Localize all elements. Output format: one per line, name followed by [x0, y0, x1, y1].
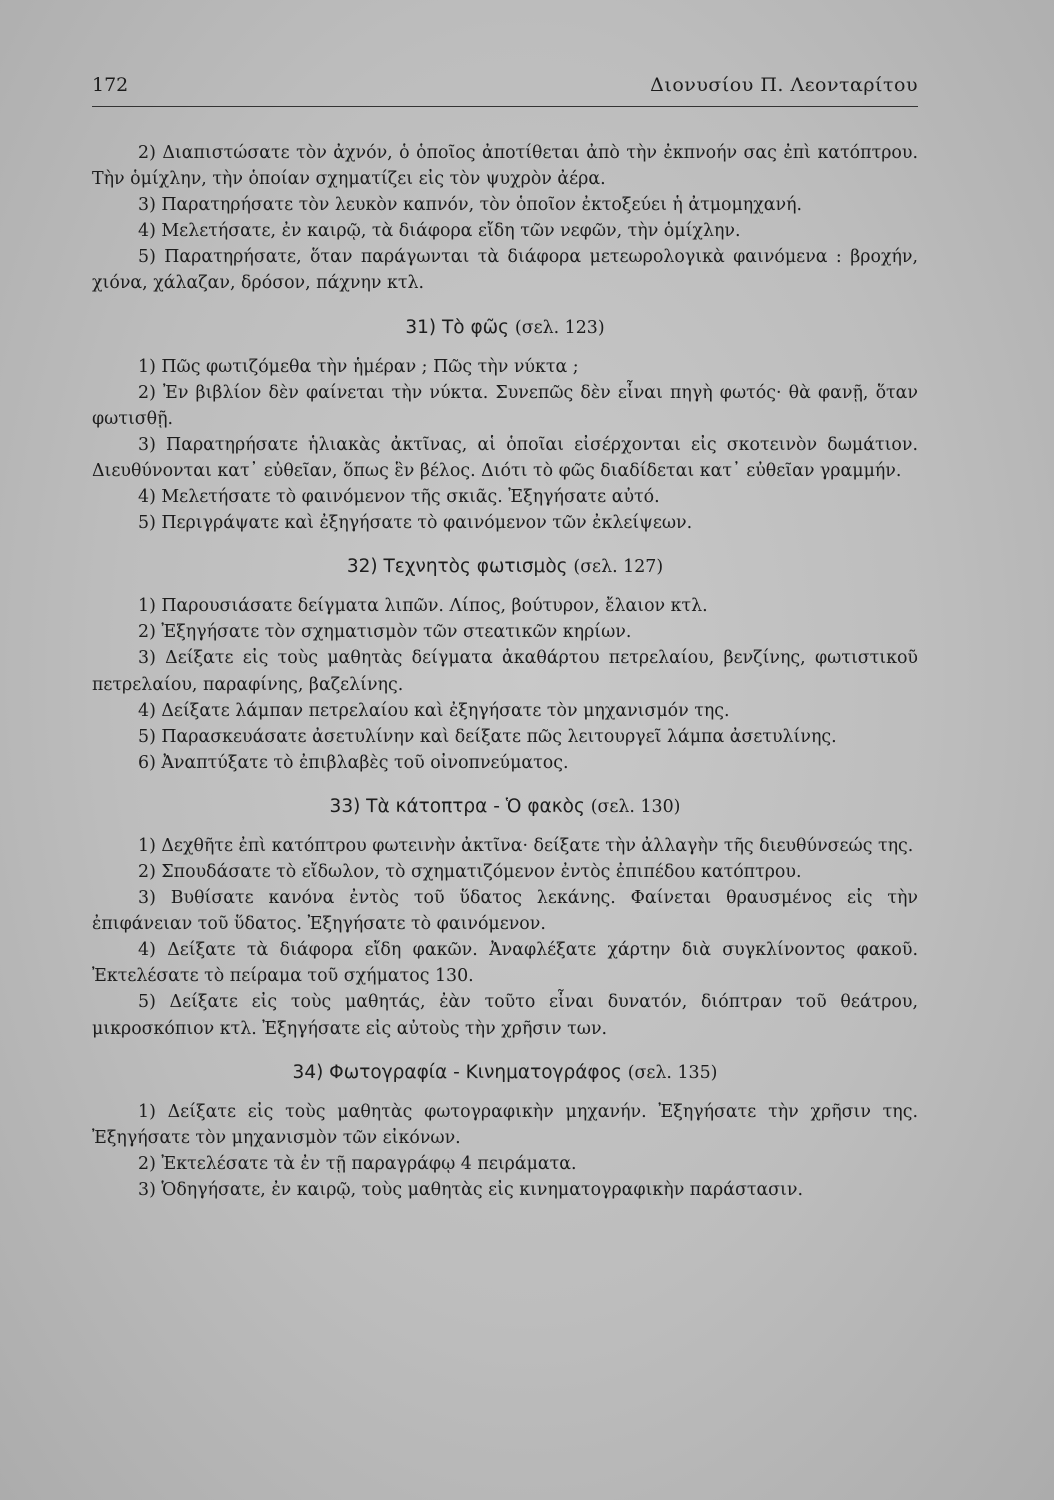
paragraph: 3) Δείξατε εἰς τοὺς μαθητὰς δείγματα ἀκαθάρτου πετρελαίου, βενζίνης, φωτιστικοῦ πετρελαίου, παραφίνης, βαζελίνης. — [92, 648, 918, 695]
page-number: 172 — [92, 74, 129, 96]
paragraph: 3) Παρατηρήσατε ἡλιακὰς ἀκτῖνας, αἱ ὁποῖαι εἰσέρχονται εἰς σκοτεινὸν δωμάτιον. Διευθύνονται κατ᾽ εὐθεῖαν, ὅπως ἓν βέλος. Διότι τὸ φῶς διαδίδεται κατ᾽ εὐθεῖαν γραμμήν. — [92, 434, 918, 481]
section-title: 31) Τὸ φῶς — [405, 316, 510, 338]
section-heading — [92, 794, 918, 820]
page-reference: (σελ. 123) — [514, 317, 605, 338]
paragraph: 1) Δείξατε εἰς τοὺς μαθητὰς φωτογραφικὴν μηχανήν. Ἐξηγήσατε τὴν χρῆσιν της. Ἐξηγήσατε τὸν μηχανισμὸν τῶν εἰκόνων. — [92, 1101, 918, 1148]
paragraph: 2) Διαπιστώσατε τὸν ἀχνόν, ὁ ὁποῖος ἀποτίθεται ἀπὸ τὴν ἐκπνοήν σας ἐπὶ κατόπτρου. Τὴν ὁμίχλην, τὴν ὁποίαν σχηματίζει εἰς τὸν ψυχρὸν ἀέρα. — [92, 143, 918, 190]
paragraph: 4) Μελετήσατε τὸ φαινόμενον τῆς σκιᾶς. Ἐξηγήσατε αὐτό. — [138, 487, 660, 508]
paragraph: 6) Ἀναπτύξατε τὸ ἐπιβλαβὲς τοῦ οἰνοπνεύματος. — [138, 752, 569, 773]
section-heading — [92, 554, 918, 580]
paragraph: 5) Δείξατε εἰς τοὺς μαθητάς, ἐὰν τοῦτο εἶναι δυνατόν, διόπτραν τοῦ θεάτρου, μικροσκόπιον κτλ. Ἐξηγήσατε εἰς αὐτοὺς τὴν χρῆσιν των. — [92, 992, 918, 1039]
paragraph: 2) Ἐκτελέσατε τὰ ἐν τῇ παραγράφῳ 4 πειράματα. — [138, 1153, 577, 1174]
section-heading — [92, 1060, 918, 1086]
section-31-light — [92, 315, 918, 537]
page-reference: (σελ. 130) — [590, 796, 681, 817]
paragraph: 5) Παρατηρήσατε, ὅταν παράγωνται τὰ διάφορα μετεωρολογικὰ φαινόμενα : βροχήν, χιόνα, χάλαζαν, δρόσον, πάχνην κτλ. — [92, 247, 918, 294]
intro-block — [92, 140, 918, 297]
header-rule — [92, 106, 918, 107]
paragraph: 3) Ὁδηγήσατε, ἐν καιρῷ, τοὺς μαθητὰς εἰς κινηματογραφικὴν παράστασιν. — [138, 1179, 803, 1200]
paragraph: 1) Παρουσιάσατε δείγματα λιπῶν. Λίπος, βούτυρον, ἔλαιον κτλ. — [138, 596, 708, 617]
paragraph: 2) Σπουδάσατε τὸ εἴδωλον, τὸ σχηματιζόμενον ἐντὸς ἐπιπέδου κατόπτρου. — [138, 861, 802, 882]
page-reference: (σελ. 127) — [573, 557, 664, 578]
paragraph: 3) Παρατηρήσατε τὸν λευκὸν καπνόν, τὸν ὁποῖον ἐκτοξεύει ἡ ἀτμομηχανή. — [138, 195, 803, 216]
paragraph: 4) Δείξατε λάμπαν πετρελαίου καὶ ἐξηγήσατε τὸν μηχανισμόν της. — [138, 700, 730, 721]
section-33-mirrors-lens — [92, 794, 918, 1042]
paragraph: 1) Δεχθῆτε ἐπὶ κατόπτρου φωτεινὴν ἀκτῖνα· δείξατε τὴν ἀλλαγὴν τῆς διευθύνσεώς της. — [138, 835, 914, 856]
paragraph: 1) Πῶς φωτιζόμεθα τὴν ἡμέραν ; Πῶς τὴν νύκτα ; — [138, 356, 579, 377]
section-32-artificial-lighting — [92, 554, 918, 776]
paragraph: 2) Ἐν βιβλίον δὲν φαίνεται τὴν νύκτα. Συνεπῶς δὲν εἶναι πηγὴ φωτός· θὰ φανῇ, ὅταν φωτισθῇ. — [92, 382, 918, 429]
paragraph: 2) Ἐξηγήσατε τὸν σχηματισμὸν τῶν στεατικῶν κηρίων. — [138, 622, 632, 643]
section-title: 32) Τεχνητὸς φωτισμὸς — [346, 556, 568, 578]
section-title: 33) Τὰ κάτοπτρα - Ὁ φακὸς — [329, 795, 585, 817]
paragraph: 4) Μελετήσατε, ἐν καιρῷ, τὰ διάφορα εἴδη τῶν νεφῶν, τὴν ὁμίχλην. — [138, 221, 741, 242]
running-title: Διονυσίου Π. Λεονταρίτου — [650, 74, 918, 96]
paragraph: 5) Παρασκευάσατε ἀσετυλίνην καὶ δείξατε πῶς λειτουργεῖ λάμπα ἀσετυλίνης. — [138, 726, 837, 747]
page-header — [92, 74, 918, 100]
paragraph: 5) Περιγράψατε καὶ ἐξηγήσατε τὸ φαινόμενον τῶν ἐκλείψεων. — [138, 513, 693, 534]
paragraph: 3) Βυθίσατε κανόνα ἐντὸς τοῦ ὕδατος λεκάνης. Φαίνεται θραυσμένος εἰς τὴν ἐπιφάνειαν τοῦ ὕδατος. Ἐξηγήσατε τὸ φαινόμενον. — [92, 888, 918, 935]
section-heading — [92, 315, 918, 341]
page-body — [92, 140, 918, 1203]
section-34-photography-cinema — [92, 1060, 918, 1203]
page-reference: (σελ. 135) — [627, 1062, 718, 1083]
paragraph: 4) Δείξατε τὰ διάφορα εἴδη φακῶν. Ἀναφλέξατε χάρτην διὰ συγκλίνοντος φακοῦ. Ἐκτελέσατε τὸ πείραμα τοῦ σχήματος 130. — [92, 940, 918, 987]
section-title: 34) Φωτογραφία - Κινηματογράφος — [292, 1061, 622, 1083]
